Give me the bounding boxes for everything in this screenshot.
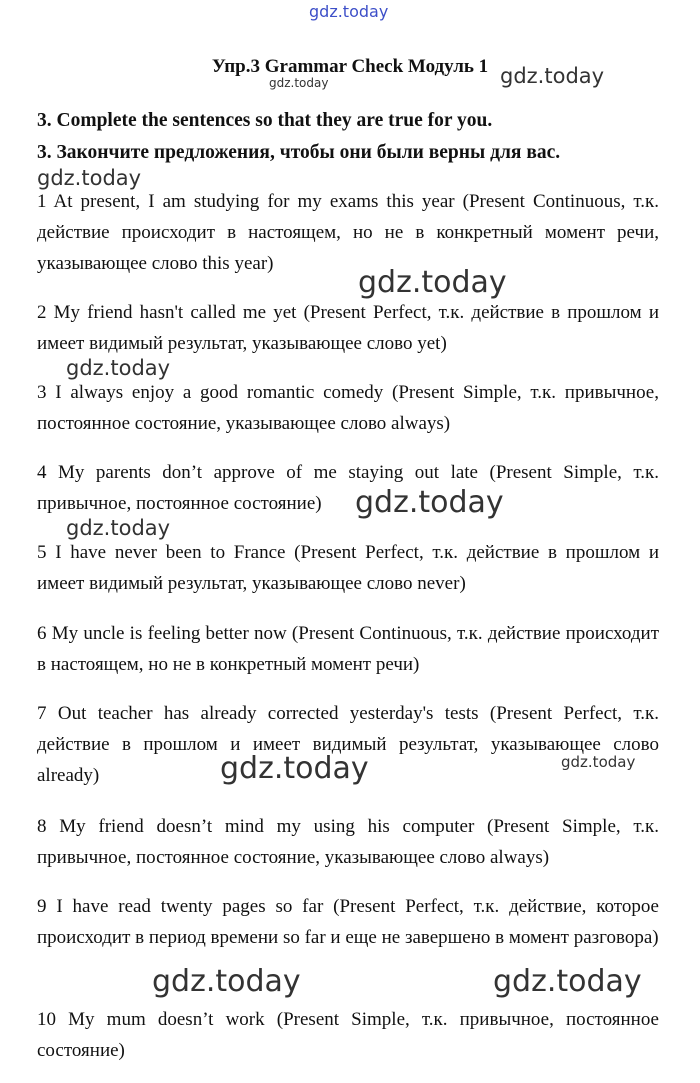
watermark-title: gdz.today [500,64,605,88]
sentence-10: 10 My mum doesn’t work (Present Simple, т.к. привычное, постоянное состояние) [37,1009,659,1061]
watermark-1: gdz.today [37,166,142,190]
watermark-3: gdz.today [66,356,171,380]
watermark-6: gdz.today [220,751,369,786]
sentence-9: 9 I have read twenty pages so far (Present Perfect, т.к. действие, которое происходит в период времени so far и еще не завершено в момент разговора) [37,896,659,948]
sentence-6: 6 My uncle is feeling better now (Present Continuous, т.к. действие происходит в настоящем, но не в конкретный момент речи) [37,623,659,675]
watermark-7: gdz.today [561,753,636,771]
watermark-title-small: gdz.today [269,76,329,90]
heading-english: 3. Complete the sentences so that they are true for you. [37,110,493,131]
sentence-3: 3 I always enjoy a good romantic comedy (Present Simple, т.к. привычное, постоянное состояние, указывающее слово always) [37,382,659,434]
sentence-5: 5 I have never been to France (Present Perfect, т.к. действие в прошлом и имеет видимый результат, указывающее слово never) [37,542,659,594]
sentence-4: 4 My parents don’t approve of me staying out late (Present Simple, т.к. привычное, постоянное состояние) [37,462,659,514]
sentence-1: 1 At present, I am studying for my exams this year (Present Continuous, т.к. действие происходит в настоящем, но не в конкретный момент речи, указывающее слово this year) [37,191,659,274]
sentence-2: 2 My friend hasn't called me yet (Present Perfect, т.к. действие в прошлом и имеет видимый результат, указывающее слово yet) [37,302,659,354]
sentence-8: 8 My friend doesn’t mind my using his computer (Present Simple, т.к. привычное, постоянное состояние, указывающее слово always) [37,816,659,868]
watermark-5: gdz.today [66,516,171,540]
heading-russian: 3. Закончите предложения, чтобы они были верны для вас. [37,142,561,163]
watermark-2: gdz.today [358,265,507,300]
watermark-8: gdz.today [152,964,301,999]
sentence-7: 7 Out teacher has already corrected yesterday's tests (Present Perfect, т.к. действие в прошлом и имеет видимый результат, указывающее слово already) [37,703,659,786]
watermark-4: gdz.today [355,485,504,520]
page-title: Упр.3 Grammar Check Модуль 1 [211,56,489,77]
watermark-top: gdz.today [309,2,389,21]
watermark-9: gdz.today [493,964,642,999]
